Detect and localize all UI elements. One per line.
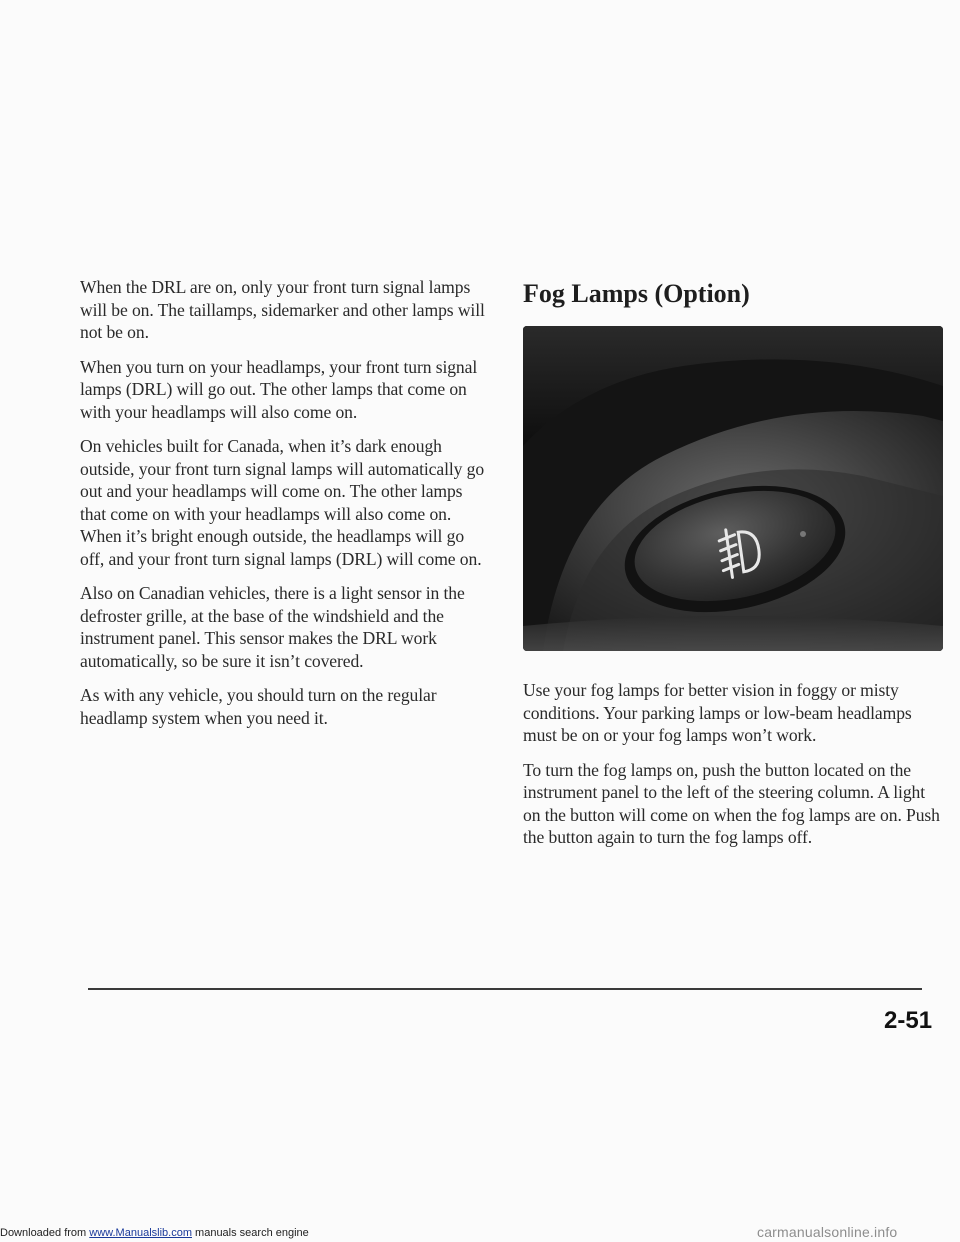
paragraph-regular-headlamps: As with any vehicle, you should turn on the regular headlamp system when you need it. xyxy=(80,685,437,728)
footer-suffix: manuals search engine xyxy=(191,1227,309,1239)
paragraph-canada-vehicles: On vehicles built for Canada, when it’s dark enough outside, your front turn signal lamps will automatically go out and your headlamps will come on. The other lamps that come on with your headlamps will also come on. When it’s bright enough outside, the headlamps will go off, and your front turn signal lamps (DRL) will come on. xyxy=(80,436,485,569)
right-column xyxy=(523,276,943,861)
paragraph-fog-lamp-operation: To turn the fog lamps on, push the button located on the instrument panel to the left of the steering column. A light on the button will come on when the fog lamps are on. Push the button again to turn the fog lamps off. xyxy=(523,759,940,847)
paragraph-fog-lamp-usage: Use your fog lamps for better vision in foggy or misty conditions. Your parking lamps or low-beam headlamps must be on or your fog lamps won’t work. xyxy=(523,680,912,745)
paragraph-drl-on: When the DRL are on, only your front turn signal lamps will be on. The taillamps, sidemarker and other lamps will not be on. xyxy=(80,277,485,342)
page-number: 2-51 xyxy=(884,1007,933,1034)
fog-lamp-photo-illustration xyxy=(523,326,943,651)
download-footer xyxy=(0,1227,309,1239)
fog-lamp-button-photo xyxy=(523,326,943,651)
watermark-text: carmanualsonline.info xyxy=(757,1224,898,1240)
fog-lamp-instructions xyxy=(523,679,943,849)
paragraph-light-sensor: Also on Canadian vehicles, there is a light sensor in the defroster grille, at the base of the windshield and the instrument panel. This sensor makes the DRL work automatically, so be sure it isn’t covered. xyxy=(80,583,465,671)
paragraph-headlamps-on: When you turn on your headlamps, your front turn signal lamps (DRL) will go out. The other lamps that come on with your headlamps will also come on. xyxy=(80,356,478,422)
left-column xyxy=(80,276,490,741)
manualslib-link[interactable]: www.Manualslib.com xyxy=(89,1227,192,1239)
footer-prefix: Downloaded from xyxy=(0,1227,90,1239)
footer-rule xyxy=(88,988,922,990)
section-heading: Fog Lamps (Option) xyxy=(523,279,750,308)
